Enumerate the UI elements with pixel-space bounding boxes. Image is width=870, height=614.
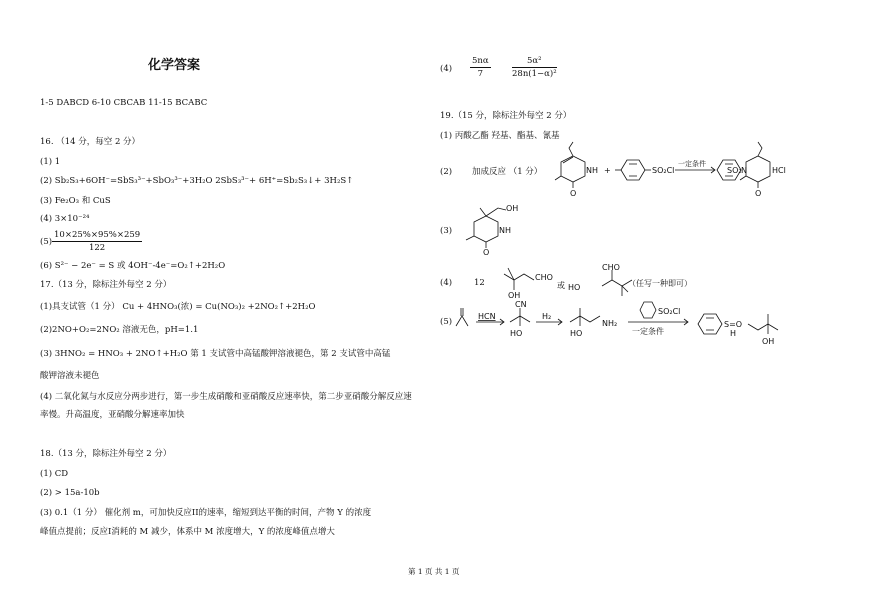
so2-label: SO₂ [727,166,742,175]
q16-answer-6: (6) S²⁻ − 2e⁻ = S 或 4OH⁻-4e⁻=O₂↑+2H₂O [40,261,226,271]
fraction-numerator: 5α² [512,56,557,68]
q19-answer-2-text: 加成反应 （1 分） [472,167,543,177]
q19-answer-4-label: (4) [440,278,453,288]
q19-4-note: （任写一种即可） [628,279,692,288]
q19-3-structure [458,200,528,256]
q19-answer-5-label: (5) [440,317,453,327]
q16-answer-2: (2) Sb₂S₃+6OH⁻=SbS₃³⁻+SbO₃³⁻+3H₂O 2SbS₃³⁻+ 6H⁺=Sb₂S₃↓+ 3H₂S↑ [40,176,354,186]
or-text: 或 [557,281,565,290]
oh-label-4: OH [508,291,521,300]
q19-5-synthesis-route [452,300,812,348]
fraction-numerator: 5nα [472,56,489,66]
q16-answer-5-fraction [52,230,142,253]
fraction-numerator: 10×25%×95%×259 [54,230,141,240]
h2-reagent: H₂ [542,312,552,321]
q18-answer-2: (2) > 15a-10b [40,488,100,498]
benzene-ring-structure [615,160,651,180]
carbonyl-o-label: O [570,189,577,198]
q19-answer-3-label: (3) [440,226,453,236]
q16-answer-1: (1) 1 [40,157,61,167]
oh-label: OH [506,204,519,213]
ho-label-5a: HO [510,329,523,338]
q17-answer-2: (2)2NO+O₂=2NO₂ 溶液无色，pH=1.1 [40,325,199,335]
so2cl-label-5: SO₂Cl [658,307,681,316]
page-title: 化学答案 [148,58,201,73]
q18-4-fraction-1 [470,56,491,79]
so2cl-label: SO₂Cl [652,166,675,175]
o-label-3: O [483,248,490,257]
q17-heading: 17.（13 分，除标注外每空 2 分） [40,280,172,290]
q19-4-structures [500,262,690,302]
fraction-denominator: 28n(1−α)² [512,69,557,79]
q17-answer-3: (3) 3HNO₂ = HNO₃ + 2NO↑+H₂O 第 1 支试管中高锰酸钾溶液褪色，第 2 支试管中高锰 [40,349,391,359]
q19-answer-1: (1) 丙酸乙酯 羟基、酯基、氰基 [440,131,560,141]
plus-sign: + [604,166,611,175]
q18-heading: 18.（13 分，除标注外每空 2 分） [40,449,172,459]
q18-4-label: (4) [440,64,453,74]
q16-heading: 16. （14 分，每空 2 分） [40,137,141,147]
q19-2-reaction-scheme [555,142,795,198]
cho-label-2: CHO [602,263,620,272]
q17-answer-3-cont: 酸钾溶液未褪色 [40,371,100,381]
product-oh-label: OH [762,337,775,346]
fraction-denominator: 122 [88,243,106,253]
cho-label-1: CHO [535,273,553,282]
q16-answer-4: (4) 3×10⁻²⁴ [40,214,90,224]
q17-answer-1: (1)具支试管（1 分） Cu + 4HNO₃(浓) = Cu(NO₃)₂ +2NO₂↑+2H₂O [40,302,316,312]
nh-label-3: NH [499,226,511,235]
q19-heading: 19.（15 分，除标注外每空 2 分） [440,111,572,121]
page-footer: 第 1 页 共 1 页 [408,567,460,576]
q17-answer-4: (4) 二氧化氮与水反应分两步进行，第一步生成硝酸和亚硝酸反应速率快，第二步亚硝酸分解反应速 [40,392,412,402]
product-structure [717,142,770,188]
q18-answer-1: (1) CD [40,469,69,479]
q19-answer-4-count: 12 [474,278,485,288]
condition-label-5: 一定条件 [632,327,664,336]
ho-label-5b: HO [570,329,583,338]
fraction-denominator: 7 [477,69,484,79]
q18-4-fraction-2 [512,56,557,79]
q16-answer-3: (3) Fe₂O₃ 和 CuS [40,196,111,206]
hcn-reagent: HCN [478,312,496,321]
nh2-label: NH₂ [602,319,618,328]
nh-label: NH [586,166,598,175]
mc-answers: 1-5 DABCD 6-10 CBCAB 11-15 BCABC [40,98,208,108]
q18-answer-3-cont: 峰值点提前；反应I消耗的 M 减少，体系中 M 浓度增大，Y 的浓度峰值点增大 [40,527,335,537]
lactam-ring-structure [555,142,585,188]
product-h-label: H [730,329,737,338]
hcl-label: HCl [772,166,786,175]
q18-answer-3: (3) 0.1（1 分） 催化剂 m，可加快反应II的速率，缩短到达平衡的时间，产物 Y 的浓度 [40,508,372,518]
q17-answer-4-cont: 率慢。升高温度，亚硝酸分解速率加快 [40,410,185,420]
q19-answer-2-label: (2) [440,167,453,177]
product-o-label: O [755,189,762,198]
ho-label-4: HO [568,283,581,292]
n-label: N [741,166,747,175]
cn-label: CN [515,300,527,309]
product-s-label: S=O [724,320,743,329]
q16-answer-5-label: (5) [40,237,53,247]
condition-label: 一定条件 [678,160,706,168]
